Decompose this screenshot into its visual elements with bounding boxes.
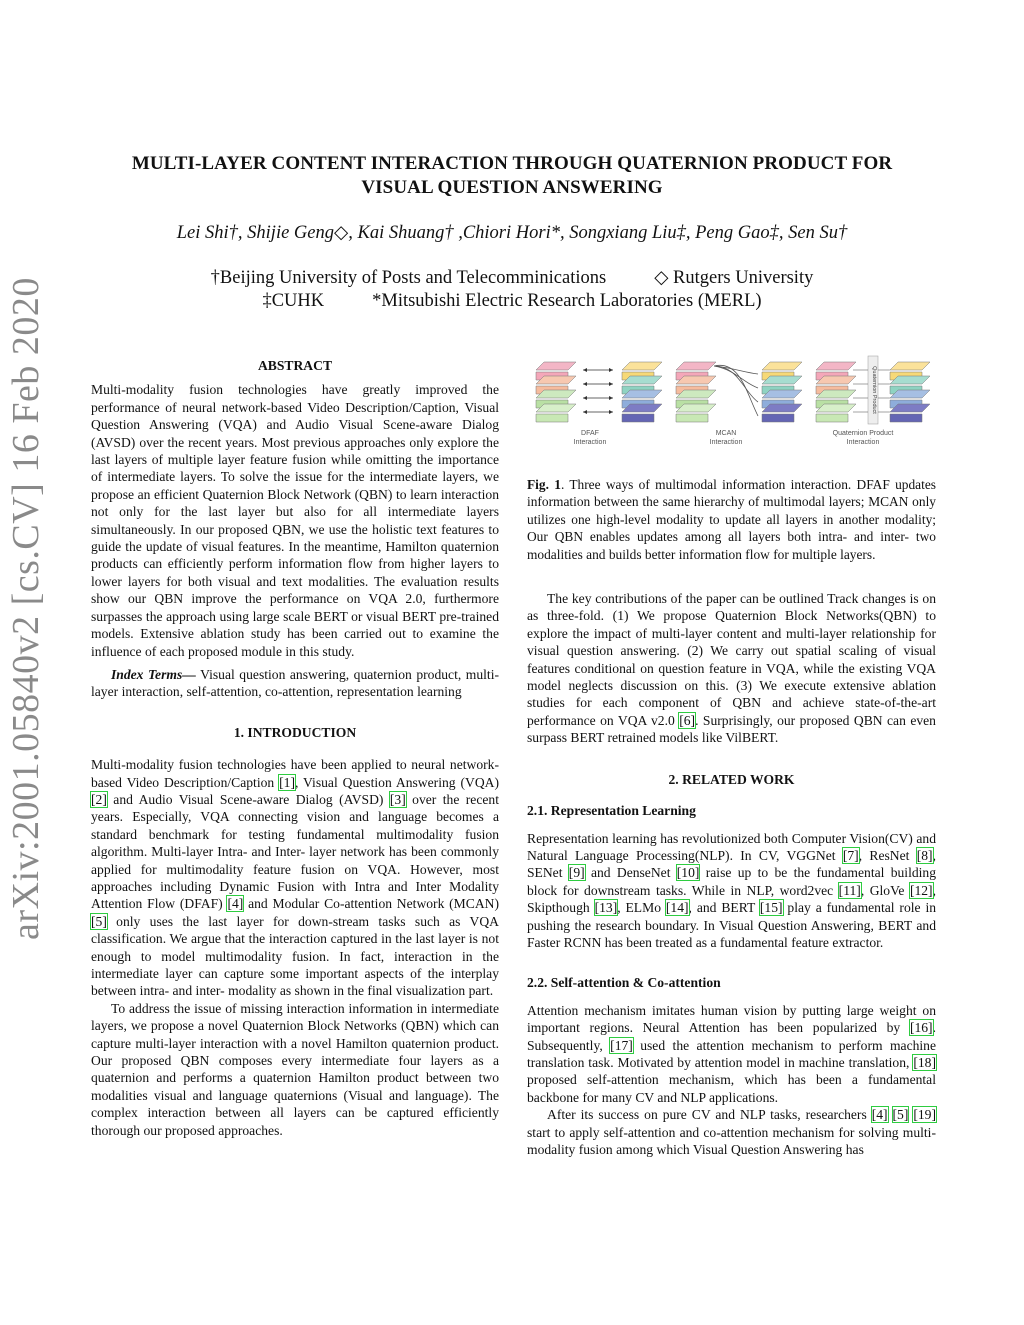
quaternion-label	[818, 429, 908, 447]
sa-text: proposed self-attention mechanism, which has been a fundamental backbone for many CV and NLP applications.	[527, 1072, 936, 1105]
dfaf-label	[560, 429, 620, 447]
rl-text: , ELMo	[617, 900, 666, 916]
affiliation-cuhk: ‡CUHK	[262, 291, 325, 311]
sa-text: start to apply self-attention and co-attention mechanism for solving multi-modality fusion among which Visual Question Answering has	[527, 1124, 936, 1157]
paper-title	[0, 152, 1024, 200]
citation-link[interactable]: [6]	[679, 712, 696, 728]
citation-link[interactable]: [8]	[916, 847, 933, 863]
abstract-heading: ABSTRACT	[257, 358, 333, 373]
dfaf-label-text: DFAF Interaction	[573, 430, 607, 446]
affiliation-line-1	[0, 267, 1024, 289]
citation-link[interactable]: [10]	[676, 865, 700, 881]
right-column	[527, 476, 936, 1158]
citation-link[interactable]: [3]	[389, 791, 406, 807]
self-attention-paragraph-2	[527, 1106, 936, 1158]
mcan-label-text: MCAN Interaction	[709, 430, 743, 446]
left-column	[91, 357, 499, 1139]
citation-link[interactable]: [7]	[842, 847, 859, 863]
figure-caption-text: . Three ways of multimodal information interaction. DFAF updates information between the same hierarchy of multimodal layers; MCAN only utilizes one high-level modality to update all layers in another modality; Our QBN enables updates among all layers both intra- and inter- two modalities and builds better information flow for multiple layers.	[527, 477, 936, 562]
abstract-body: Multi-modality fusion technologies have greatly improved the performance of neural network-based Video Description/Caption, Visual Question Answering (VQA) and Audio Visual Scene-aware Dialog (AVSD) over the recent years. Most previous approaches only explore the last layers of multiple layer feature fusion while omitting the importance of intermediate layers. To solve the issue for the intermediate layers, we propose an efficient Quaternion Block Network (QBN) to learn interaction not only for the last layer but also for all intermediate layers simultaneously. In our proposed QBN, we use the holistic text features to guide the update of visual features. In the meantime, Hamilton quaternion products can efficiently perform information flow from higher layers to lower layers for both visual and text modalities. The evaluation results show our QBN improve the performance on VQA 2.0, furthermore surpasses the approach using large scale BERT or visual BERT pre-trained models. Extensive ablation study has been carried out to examine the influence of each proposed module in this study.	[91, 382, 499, 659]
citation-link[interactable]: [12]	[909, 882, 933, 898]
intro-text: Multi-modality fusion technologies have been applied to neural network-based Video Description/Caption	[91, 757, 499, 790]
title-line-1: MULTI-LAYER CONTENT INTERACTION THROUGH QUATERNION PRODUCT FOR	[131, 153, 893, 174]
citation-link[interactable]: [2]	[91, 791, 107, 807]
rl-text: , SENet	[527, 847, 936, 881]
arxiv-identifier: arXiv:2001.05840v2 [cs.CV] 16 Feb 2020	[5, 277, 47, 940]
citation-link[interactable]: [18]	[913, 1054, 936, 1070]
affiliation-line-2	[0, 291, 1024, 312]
intro-paragraph-1	[91, 756, 499, 1000]
rl-text: , and BERT	[688, 900, 760, 916]
intro-heading: 1. INTRODUCTION	[233, 724, 357, 740]
rl-text: , GloVe	[860, 882, 910, 898]
citation-link[interactable]: [4]	[871, 1107, 888, 1123]
rl-text: raise up to be the fundamental building block for downstream tasks. While in NLP, word2vec	[527, 865, 937, 898]
representation-learning-heading: 2.1. Representation Learning	[527, 803, 696, 819]
citation-link[interactable]: [1]	[279, 774, 295, 790]
rl-text: , Skipthough	[527, 882, 936, 916]
affiliation-bupt: †Beijing University of Posts and Telecomminications	[210, 268, 607, 288]
intro-paragraph-2: To address the issue of missing interaction information in intermediate layers, we propose a novel Quaternion Block Networks (QBN) which can capture multi-layer interaction with a novel Hamilton quaternion product. Our proposed QBN composes every intermediate four layers as a quaternion and performs a quaternion Hamilton product between two modalities visual and language quaternions (Visual and language). The complex interaction between all layers can be captured efficiently thorough our proposed approaches.	[91, 1000, 499, 1138]
citation-link[interactable]: [17]	[610, 1037, 633, 1053]
intro-text: and Audio Visual Scene-aware Dialog (AVSD)	[106, 791, 390, 807]
citation-link[interactable]: [4]	[227, 896, 244, 912]
intro-text: only uses the last layer for down-stream tasks such as VQA classification. We argue that the interaction captured in the last layer is not enough to model multimodality fusion. In fact, interaction in the intermediate layer can capture some important aspects of the interplay between intra- and inter- modality as shown in the final visualization part.	[91, 913, 499, 999]
rl-text: Representation learning has revolutionized both Computer Vision(CV) and Natural Language Processing(NLP). In CV, VGGNet	[527, 830, 936, 863]
affiliation-rutgers: ◇ Rutgers University	[654, 268, 814, 288]
sa-text: . Subsequently,	[527, 1020, 936, 1053]
contributions-paragraph	[527, 590, 936, 747]
citation-link[interactable]: [15]	[759, 900, 783, 916]
intro-text: over the recent years. Especially, VQA connecting vision and language becomes a standard benchmark for testing fundamental multimodality fusion algorithm. Multi-layer Intra- and Inter- layer network has been commonly applied for multimodality feature fusion on VQA. However, most approaches including Dynamic Fusion with Intra and Inter Modality Attention Flow (DFAF)	[91, 791, 499, 912]
contrib-text: . Surprisingly, our proposed QBN can even surpass BERT retrained models like VilBERT.	[527, 712, 936, 746]
citation-link[interactable]: [5]	[91, 913, 107, 929]
self-attention-heading: 2.2. Self-attention & Co-attention	[527, 975, 721, 991]
related-work-heading: 2. RELATED WORK	[668, 771, 795, 787]
citation-link[interactable]: [16]	[909, 1020, 933, 1036]
citation-link[interactable]: [9]	[568, 865, 585, 881]
figure-1	[528, 352, 936, 452]
quaternion-label-text: Quaternion Product Interaction	[832, 430, 894, 446]
sa-text: After its success on pure CV and NLP tasks, researchers	[547, 1107, 872, 1123]
figure-caption-label: Fig. 1	[527, 477, 561, 492]
affiliation-merl: *Mitsubishi Electric Research Laboratories (MERL)	[372, 291, 762, 311]
index-terms-text: Visual question answering, quaternion product, multi-layer interaction, self-attention, co-attention, representation learning	[91, 666, 500, 700]
sa-text: Attention mechanism imitates human vision by putting large weight on important regions. Neural Attention has been popularized by	[527, 1002, 936, 1036]
quaternion-fusion-label: Quaternion Product	[871, 366, 877, 414]
sa-text: used the attention mechanism to perform machine translation task. Motivated by attention model in machine translation,	[527, 1037, 937, 1070]
citation-link[interactable]: [5]	[892, 1107, 909, 1123]
figure-caption	[527, 476, 936, 563]
rl-text: play a fundamental role in pushing the research boundary. In Visual Question Answering, BERT and Faster RCNN has been treated as a fundamental feature extractor.	[527, 900, 937, 950]
citation-link[interactable]: [14]	[665, 900, 689, 916]
title-line-2: VISUAL QUESTION ANSWERING	[361, 177, 663, 198]
representation-learning-paragraph	[527, 830, 936, 952]
citation-link[interactable]: [13]	[594, 900, 618, 916]
mcan-label	[696, 429, 756, 447]
citation-link[interactable]: [11]	[838, 882, 861, 898]
contrib-text: The key contributions of the paper can be outlined Track changes is on as three-fold. (1) We propose Quaternion Block Networks(QBN) to explore the impact of multi-layer content and multi-layer relationship for visual question answering. (2) We carry out spatial scaling of visual features conditional on question feature in VQA, while the existing VQA model neglects discussion on this. (3) We execute extensive ablation studies for each component of QBN and achieve state-of-the-art performance on VQA v2.0	[527, 591, 936, 728]
index-terms	[91, 666, 499, 701]
intro-text: , Visual Question Answering (VQA)	[294, 774, 499, 790]
self-attention-paragraph-1	[527, 1002, 936, 1106]
rl-text: , ResNet	[858, 847, 917, 863]
index-terms-label: Index Terms—	[111, 666, 196, 682]
citation-link[interactable]: [19]	[913, 1107, 936, 1123]
author-list: Lei Shi†, Shijie Geng◇, Kai Shuang† ,Chiori Hori*, Songxiang Liu‡, Peng Gao‡, Sen Su†	[176, 223, 848, 243]
intro-text: and Modular Co-attention Network (MCAN)	[243, 896, 499, 912]
rl-text: and DenseNet	[584, 865, 677, 881]
